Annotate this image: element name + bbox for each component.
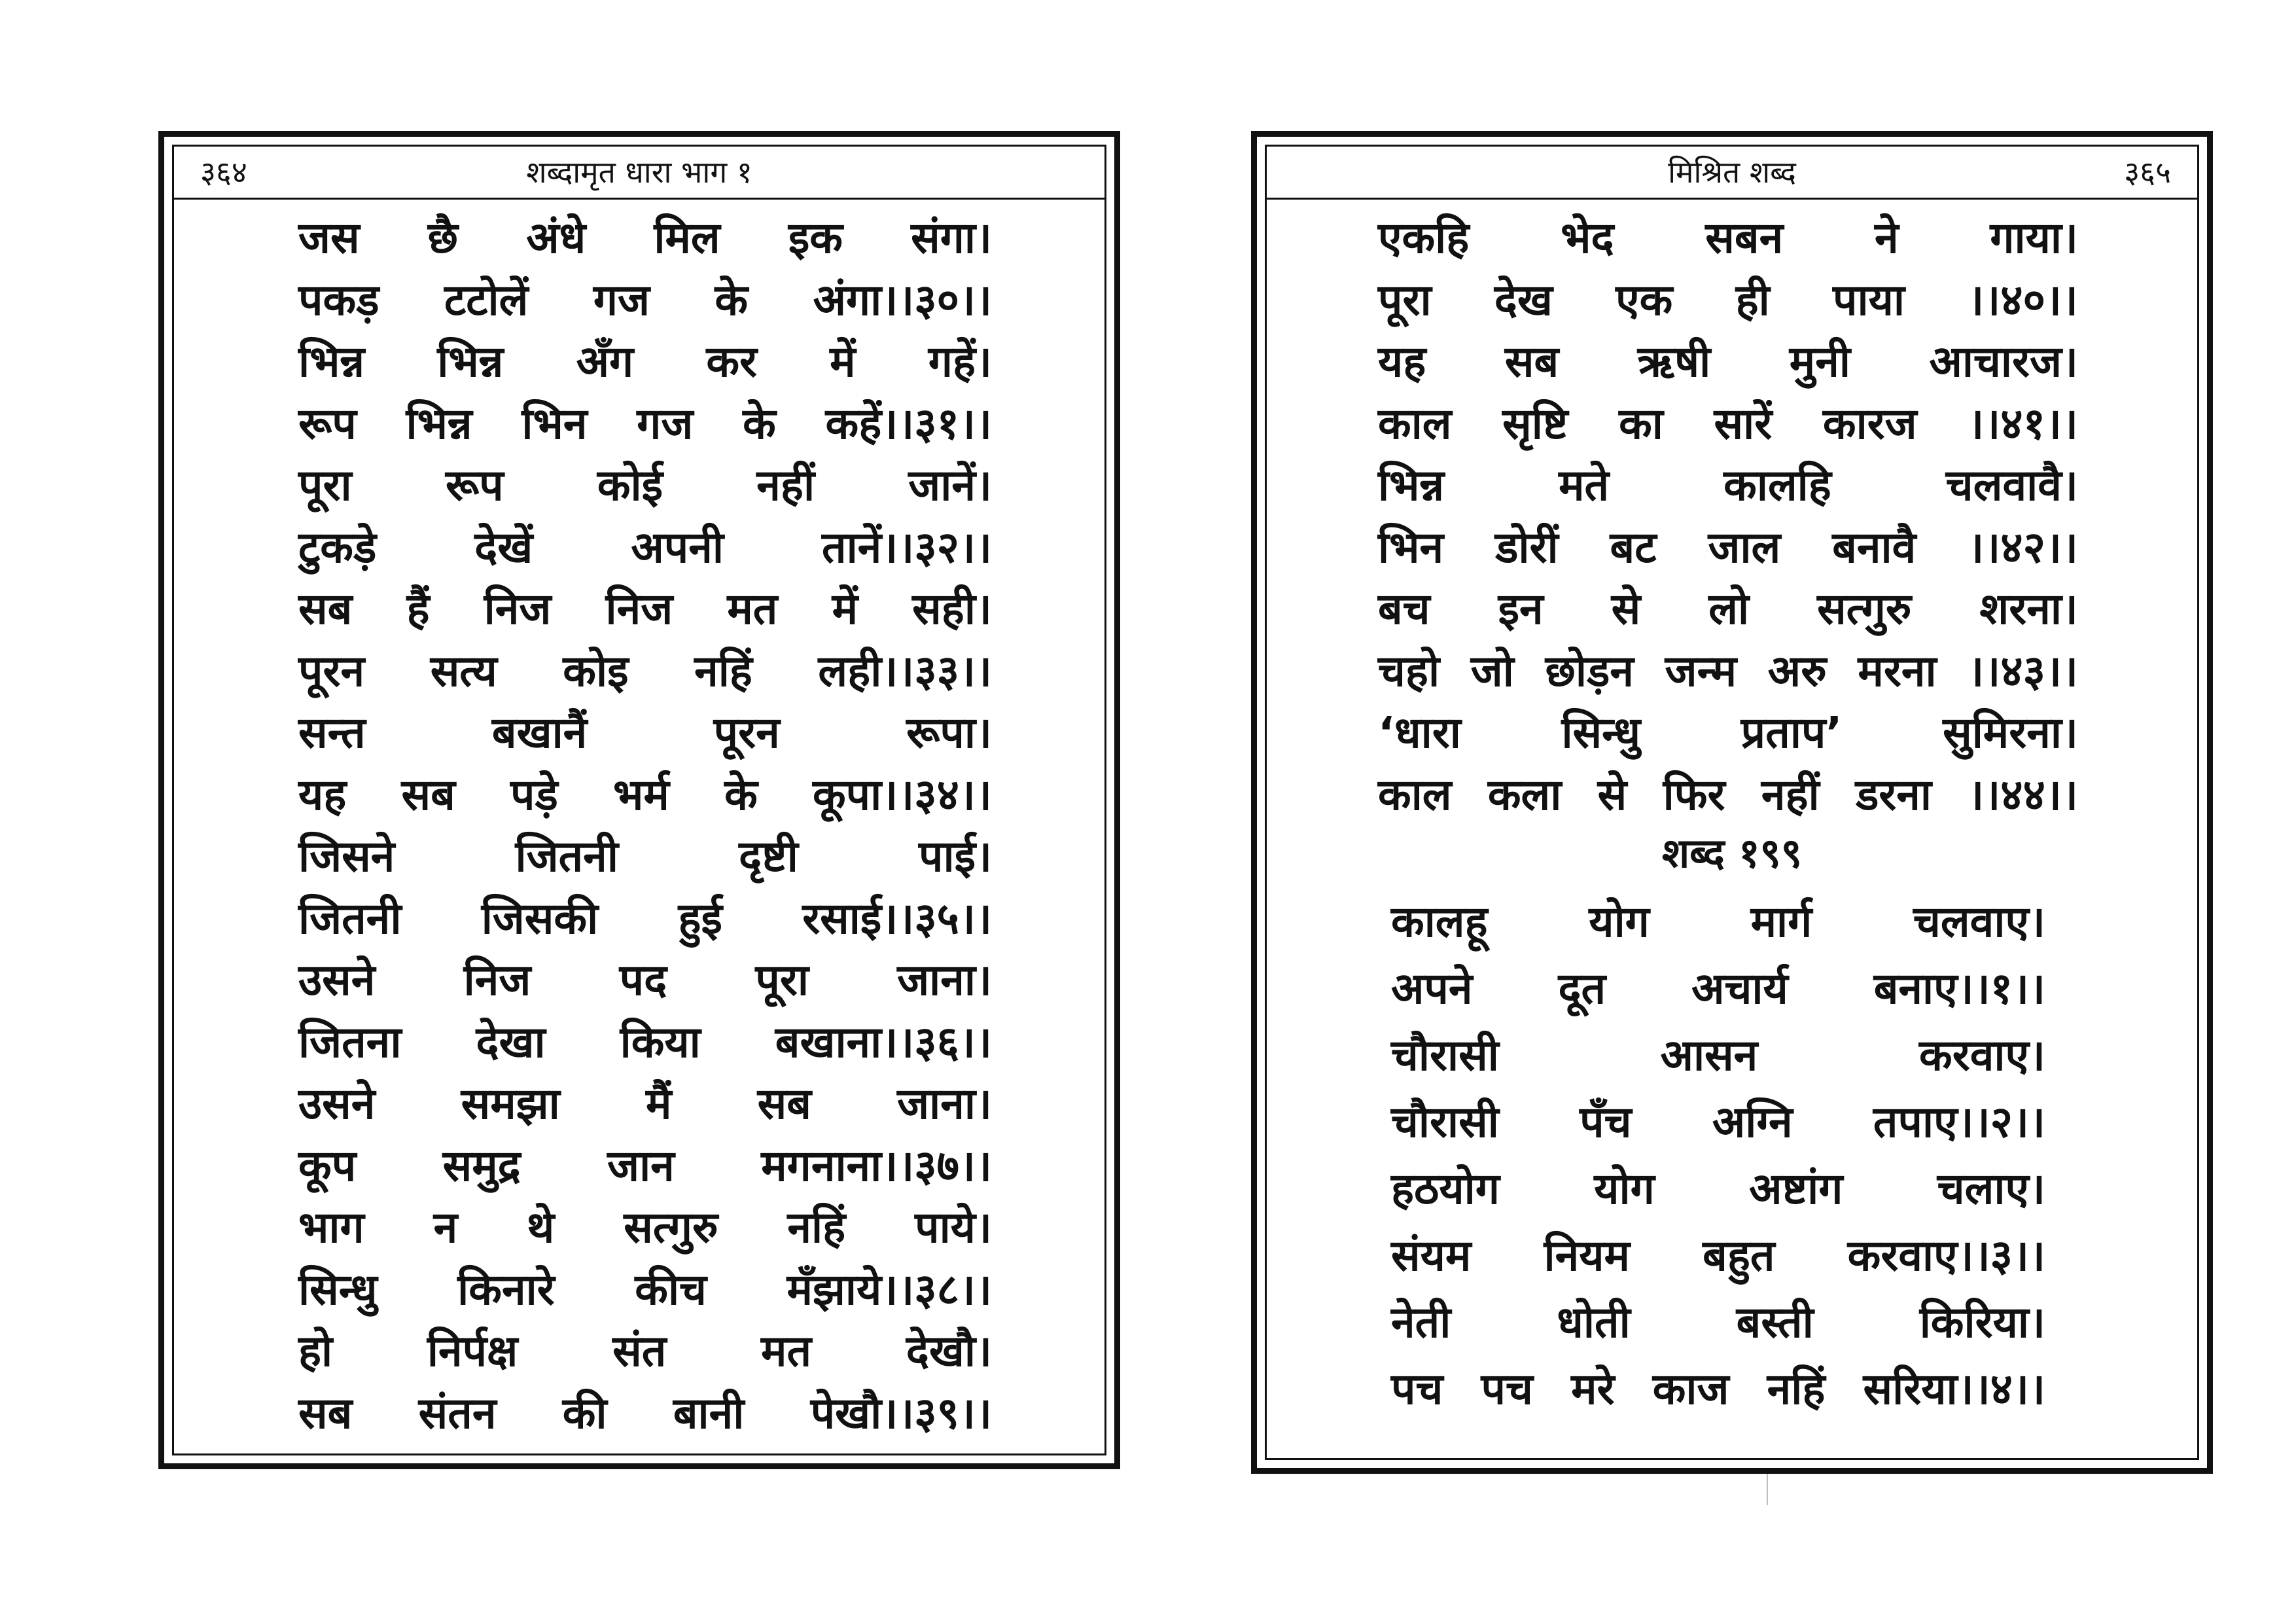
verse-word: पकड़ bbox=[298, 274, 380, 325]
verse-word: से bbox=[1597, 769, 1627, 820]
verse-word: नहीं bbox=[756, 460, 815, 510]
verse-word: नियम bbox=[1544, 1230, 1630, 1281]
verse-word: बानी bbox=[673, 1387, 745, 1438]
verse-word: सब bbox=[401, 769, 455, 820]
verse-line bbox=[298, 887, 992, 950]
verse-line bbox=[298, 207, 992, 270]
verse-word: अष्टांग bbox=[1749, 1163, 1843, 1214]
verse-word: तानें।।३२।। bbox=[821, 522, 992, 573]
verse-word: पूरा bbox=[755, 955, 809, 1005]
verse-word: समझा bbox=[461, 1079, 560, 1129]
verse-word: अग्नि bbox=[1712, 1096, 1793, 1147]
verse-word: योग bbox=[1589, 896, 1650, 947]
verse-word: अँग bbox=[576, 336, 634, 387]
verse-word: कूपा।।३४।। bbox=[812, 769, 992, 820]
verse-word: डरना bbox=[1855, 769, 1932, 820]
verse-word: आसन bbox=[1660, 1029, 1758, 1080]
verse-line bbox=[298, 949, 992, 1012]
verse-word: उसने bbox=[298, 1079, 376, 1129]
verse-word: यह bbox=[298, 769, 347, 820]
verse-word: भिन्न bbox=[1378, 460, 1445, 510]
verse-word: ।।४४।। bbox=[1968, 769, 2078, 820]
verse-word: प्रताप’ bbox=[1740, 707, 1843, 758]
right-page-number: ३६५ bbox=[2124, 154, 2171, 190]
verse-word: काज bbox=[1652, 1363, 1729, 1414]
verse-line bbox=[298, 1073, 992, 1135]
verse-word: हैं bbox=[406, 584, 430, 634]
verse-word: सबन bbox=[1705, 213, 1784, 263]
verse-word: जितनी bbox=[298, 893, 402, 944]
verse-word: किरिया। bbox=[1919, 1296, 2045, 1347]
verse-word: बस्ती bbox=[1736, 1296, 1814, 1347]
verse-word: भेद bbox=[1561, 213, 1614, 263]
verse-line bbox=[1391, 891, 2045, 954]
verse-word: अचार्य bbox=[1691, 963, 1788, 1014]
verse-word: जान bbox=[607, 1140, 675, 1191]
verse-line bbox=[298, 825, 992, 888]
verse-line bbox=[298, 640, 992, 703]
verse-word: ‘धारा bbox=[1378, 707, 1461, 758]
verse-word: नहीं bbox=[1761, 769, 1820, 820]
verse-word: सिन्धु bbox=[1561, 707, 1641, 758]
verse-word: जितनी bbox=[515, 831, 618, 882]
verse-line bbox=[1391, 1158, 2045, 1221]
verse-word: मरे bbox=[1571, 1363, 1615, 1414]
verse-word: किया bbox=[620, 1016, 701, 1067]
verse-word: जितना bbox=[298, 1016, 402, 1067]
verse-word: निज bbox=[484, 584, 552, 634]
verse-line bbox=[1391, 957, 2045, 1020]
right-running-title: मिश्रित शब्द bbox=[1668, 154, 1796, 190]
verse-line bbox=[1391, 1291, 2045, 1354]
verse-word: मार्ग bbox=[1750, 896, 1812, 947]
verse-word: सरिया।।४।। bbox=[1863, 1363, 2045, 1414]
verse-word: दृष्टी bbox=[739, 831, 798, 882]
verse-line bbox=[298, 1320, 992, 1383]
verse-word: पच bbox=[1481, 1363, 1533, 1414]
verse-word: बनावै bbox=[1832, 522, 1916, 573]
right-page bbox=[1251, 131, 2213, 1474]
verse-word: ।।४३।। bbox=[1968, 645, 2078, 696]
verse-line bbox=[298, 269, 992, 332]
verse-word: गज bbox=[637, 398, 694, 449]
verse-line bbox=[1378, 516, 2078, 579]
verse-word: सब bbox=[757, 1079, 811, 1129]
verse-line bbox=[1378, 640, 2078, 703]
verse-word: सब bbox=[298, 584, 353, 634]
verse-word: चलवाए। bbox=[1913, 896, 2045, 947]
verse-word: मिल bbox=[654, 213, 720, 263]
verse-word: टटोलें bbox=[444, 274, 529, 325]
verse-line bbox=[1378, 330, 2078, 393]
verse-word: बनाए।।१।। bbox=[1873, 963, 2045, 1014]
verse-word: सब bbox=[298, 1387, 353, 1438]
verse-line bbox=[1391, 1024, 2045, 1087]
verse-word: पड़े bbox=[510, 769, 558, 820]
verse-line bbox=[298, 578, 992, 641]
verse-word: ।।४०।। bbox=[1968, 274, 2078, 325]
verse-word: सत्गुरु bbox=[624, 1202, 718, 1253]
verse-line bbox=[298, 764, 992, 827]
verse-word: पाये। bbox=[915, 1202, 992, 1253]
verse-word: भिन्न bbox=[298, 336, 365, 387]
verse-word: हुई bbox=[678, 893, 722, 944]
verse-word: जस bbox=[298, 213, 360, 263]
verse-word: बच bbox=[1378, 584, 1430, 634]
verse-word: करवाए।।३।। bbox=[1847, 1230, 2045, 1281]
verse-word: कोई bbox=[597, 460, 663, 510]
verse-word: भाग bbox=[298, 1202, 364, 1253]
verse-word: सिन्धु bbox=[298, 1264, 378, 1315]
verse-word: देखा bbox=[476, 1016, 546, 1067]
verse-line bbox=[298, 1258, 992, 1321]
verse-word: संतन bbox=[418, 1387, 497, 1438]
left-page-number: ३६४ bbox=[200, 154, 247, 190]
verse-word: जिसने bbox=[298, 831, 395, 882]
verse-line bbox=[1391, 1091, 2045, 1154]
verse-word: बट bbox=[1610, 522, 1657, 573]
verse-word: सन्त bbox=[298, 707, 366, 758]
verse-line bbox=[1378, 764, 2078, 827]
verse-word: ऋषी bbox=[1637, 336, 1711, 387]
verse-word: काल bbox=[1378, 398, 1452, 449]
verse-word: डोरीं bbox=[1495, 522, 1559, 573]
verse-word: संत bbox=[612, 1326, 667, 1376]
verse-word: गाया। bbox=[1990, 213, 2078, 263]
verse-word: इक bbox=[788, 213, 843, 263]
verse-line bbox=[298, 330, 992, 393]
verse-word: टुकड़े bbox=[298, 522, 377, 573]
verse-word: हो bbox=[298, 1326, 333, 1376]
verse-word: मँझाये।।३८।। bbox=[786, 1264, 992, 1315]
verse-line bbox=[1391, 1224, 2045, 1287]
verse-line bbox=[1378, 454, 2078, 517]
verse-word: चौरासी bbox=[1391, 1096, 1499, 1147]
verse-word: अंधे bbox=[526, 213, 586, 263]
verse-word: के bbox=[715, 274, 749, 325]
verse-line bbox=[298, 1382, 992, 1445]
verse-word: देखौ। bbox=[906, 1326, 992, 1376]
verse-word: करवाए। bbox=[1919, 1029, 2045, 1080]
section-title: शब्द १९९ bbox=[1661, 829, 1803, 877]
verse-word: जाना। bbox=[897, 955, 992, 1005]
verse-word: भिन bbox=[1378, 522, 1444, 573]
left-running-title: शब्दामृत धारा भाग १ bbox=[526, 154, 752, 190]
verse-word: पूरन bbox=[713, 707, 780, 758]
verse-word: कीच bbox=[635, 1264, 707, 1315]
verse-word: नहिं bbox=[1767, 1363, 1826, 1414]
verse-word: एक bbox=[1616, 274, 1673, 325]
verse-word: जाना। bbox=[897, 1079, 992, 1129]
verse-word: एकहि bbox=[1378, 213, 1470, 263]
verse-word: कारज bbox=[1822, 398, 1917, 449]
verse-word: सृष्टि bbox=[1502, 398, 1568, 449]
verse-word: मत bbox=[727, 584, 778, 634]
verse-word: उसने bbox=[298, 955, 376, 1005]
verse-word: ।।४२।। bbox=[1968, 522, 2078, 573]
verse-word: पेखौ।।३९।। bbox=[810, 1387, 992, 1438]
verse-line bbox=[298, 454, 992, 517]
verse-word: गज bbox=[593, 274, 650, 325]
verse-word: सत्य bbox=[430, 645, 497, 696]
verse-line bbox=[1378, 578, 2078, 641]
verse-word: निज bbox=[463, 955, 531, 1005]
verse-word: मते bbox=[1559, 460, 1610, 510]
verse-word: संयम bbox=[1391, 1230, 1472, 1281]
verse-word: रूपा। bbox=[906, 707, 992, 758]
verse-line bbox=[298, 1011, 992, 1074]
verse-word: के bbox=[743, 398, 776, 449]
verse-word: आचारज। bbox=[1929, 336, 2078, 387]
verse-word: सही। bbox=[912, 584, 992, 634]
verse-word: काल bbox=[1378, 769, 1452, 820]
verse-word: कर bbox=[706, 336, 757, 387]
verse-line bbox=[298, 516, 992, 579]
verse-word: धोती bbox=[1557, 1296, 1631, 1347]
verse-word: छै bbox=[427, 213, 459, 263]
left-page-header bbox=[174, 147, 1104, 200]
verse-line bbox=[1378, 702, 2078, 764]
verse-word: में bbox=[832, 584, 858, 634]
verse-word: सत्गुरु bbox=[1817, 584, 1912, 634]
verse-word: सब bbox=[1504, 336, 1559, 387]
verse-word: कहें।।३१।। bbox=[825, 398, 992, 449]
verse-word: हठयोग bbox=[1391, 1163, 1500, 1214]
verse-word: गहें। bbox=[928, 336, 992, 387]
verse-line bbox=[1378, 207, 2078, 270]
verse-word: पच bbox=[1391, 1363, 1443, 1414]
verse-word: ने bbox=[1874, 213, 1899, 263]
verse-word: चहो bbox=[1378, 645, 1440, 696]
verse-word: निज bbox=[605, 584, 673, 634]
verse-word: इन bbox=[1498, 584, 1544, 634]
left-page-frame bbox=[172, 145, 1106, 1455]
verse-word: फिर bbox=[1663, 769, 1725, 820]
verse-word: देख bbox=[1494, 274, 1553, 325]
verse-word: मत bbox=[761, 1326, 812, 1376]
verse-word: समुद्र bbox=[442, 1140, 521, 1191]
verse-word: छोड़न bbox=[1545, 645, 1634, 696]
verse-line bbox=[298, 393, 992, 455]
verse-word: जो bbox=[1470, 645, 1514, 696]
left-page bbox=[158, 131, 1120, 1469]
verse-word: कूप bbox=[298, 1140, 357, 1191]
verse-word: रसाई।।३५।। bbox=[802, 893, 992, 944]
verse-word: नहिं bbox=[787, 1202, 846, 1253]
verse-word: दूत bbox=[1558, 963, 1606, 1014]
verse-word: तपाए।।२।। bbox=[1873, 1096, 2045, 1147]
verse-word: चलाए। bbox=[1937, 1163, 2045, 1214]
verse-word: रूप bbox=[298, 398, 357, 449]
verse-word: की bbox=[562, 1387, 607, 1438]
verse-word: बखानैं bbox=[491, 707, 588, 758]
verse-word: रूप bbox=[445, 460, 504, 510]
verse-word: मैं bbox=[645, 1079, 672, 1129]
verse-line bbox=[1391, 1358, 2045, 1421]
verse-word: कला bbox=[1487, 769, 1562, 820]
verse-word: पाई। bbox=[918, 831, 992, 882]
verse-word: भर्म bbox=[613, 769, 669, 820]
verse-word: भिन्न bbox=[437, 336, 504, 387]
verse-word: पद bbox=[619, 955, 667, 1005]
verse-line bbox=[1378, 269, 2078, 332]
verse-word: चलवावै। bbox=[1945, 460, 2078, 510]
verse-word: में bbox=[830, 336, 856, 387]
right-page-frame bbox=[1265, 145, 2199, 1460]
verse-word: जानें। bbox=[908, 460, 992, 510]
verse-word: कालहि bbox=[1723, 460, 1831, 510]
verse-word: बखाना।।३६।। bbox=[775, 1016, 992, 1067]
verse-word: योग bbox=[1594, 1163, 1655, 1214]
verse-word: अंगा।।३०।। bbox=[813, 274, 992, 325]
verse-word: मरना bbox=[1858, 645, 1937, 696]
verse-word: जिसकी bbox=[481, 893, 599, 944]
verse-word: नेती bbox=[1391, 1296, 1451, 1347]
verse-word: कालहू bbox=[1391, 896, 1488, 947]
verse-word: ।।४१।। bbox=[1968, 398, 2078, 449]
verse-word: जन्म bbox=[1665, 645, 1737, 696]
verse-line bbox=[1378, 393, 2078, 455]
verse-word: मुनी bbox=[1789, 336, 1850, 387]
verse-word: जाल bbox=[1708, 522, 1781, 573]
verse-word: से bbox=[1611, 584, 1641, 634]
verse-word: चौरासी bbox=[1391, 1029, 1499, 1080]
verse-word: न bbox=[433, 1202, 458, 1253]
verse-word: किनारे bbox=[457, 1264, 555, 1315]
verse-word: सारें bbox=[1714, 398, 1773, 449]
verse-word: नहिं bbox=[694, 645, 752, 696]
verse-word: का bbox=[1619, 398, 1663, 449]
verse-word: अपने bbox=[1391, 963, 1473, 1014]
verse-word: मगनाना।।३७।। bbox=[761, 1140, 992, 1191]
verse-word: संगा। bbox=[911, 213, 992, 263]
verse-word: लो bbox=[1708, 584, 1750, 634]
verse-line bbox=[298, 702, 992, 764]
verse-word: पाया bbox=[1833, 274, 1905, 325]
verse-word: अपनी bbox=[631, 522, 724, 573]
verse-word: कोइ bbox=[563, 645, 629, 696]
verse-line bbox=[298, 1135, 992, 1198]
verse-word: भिन्न bbox=[406, 398, 472, 449]
verse-word: पूरा bbox=[298, 460, 352, 510]
verse-word: थे bbox=[527, 1202, 555, 1253]
right-page-header bbox=[1267, 147, 2197, 200]
verse-word: पँच bbox=[1580, 1096, 1632, 1147]
verse-word: अरु bbox=[1767, 645, 1827, 696]
verse-word: सुमिरना। bbox=[1943, 707, 2078, 758]
verse-word: निर्पक्ष bbox=[427, 1326, 518, 1376]
verse-word: ही bbox=[1735, 274, 1770, 325]
verse-line bbox=[298, 1196, 992, 1259]
verse-word: शरना। bbox=[1979, 584, 2078, 634]
verse-word: भिन bbox=[521, 398, 588, 449]
verse-word: यह bbox=[1378, 336, 1426, 387]
verse-word: पूरा bbox=[1378, 274, 1432, 325]
verse-word: देखें bbox=[474, 522, 533, 573]
verse-word: बहुत bbox=[1703, 1230, 1775, 1281]
verse-word: के bbox=[724, 769, 758, 820]
verse-word: पूरन bbox=[298, 645, 365, 696]
verse-word: लही।।३३।। bbox=[818, 645, 992, 696]
